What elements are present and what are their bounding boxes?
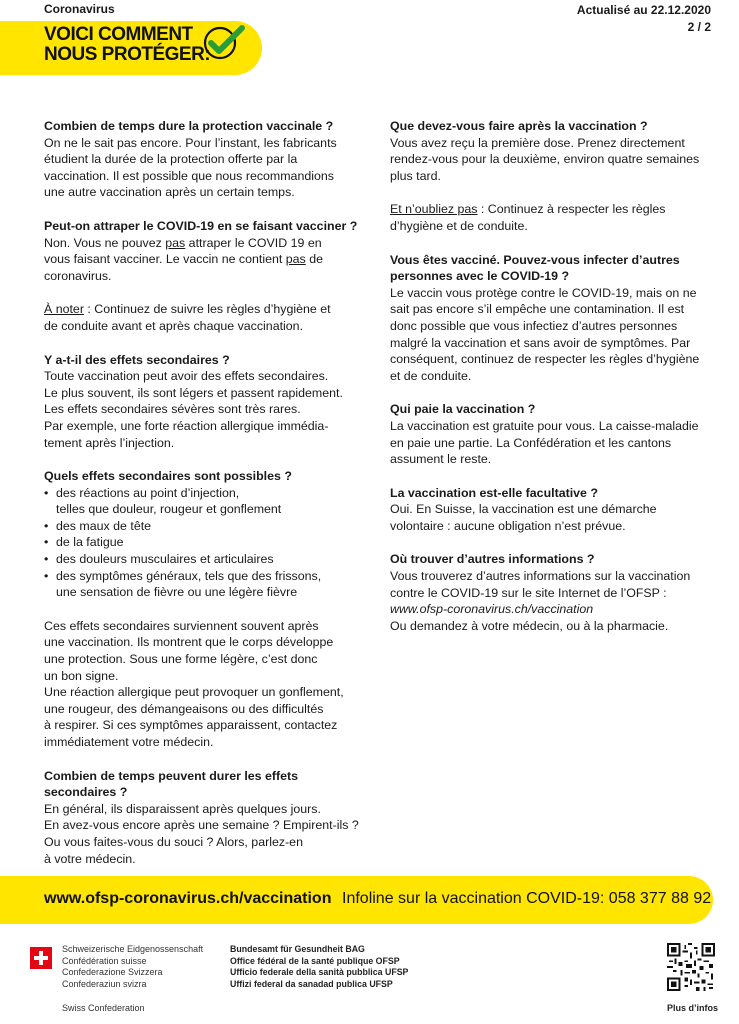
page-title <box>44 25 210 65</box>
question: Que devez-vous faire après la vaccination ? <box>390 119 648 133</box>
update-date: Actualisé au 22.12.2020 <box>576 3 711 17</box>
section-effects-explanation <box>44 618 364 751</box>
office-names <box>230 944 408 990</box>
page-number: 2 / 2 <box>687 20 711 34</box>
answer-line: donc possible que vous infectiez d’autres personnes <box>390 318 678 333</box>
paragraph-line: un bon signe. <box>44 668 119 683</box>
answer-line: Vous avez reçu la première dose. Prenez directement <box>390 135 685 150</box>
question: Peut-on attraper le COVID-19 en se faisant vacciner ? <box>44 218 358 233</box>
answer-line: Oui. En Suisse, la vaccination est une démarche <box>390 502 657 517</box>
answer-line: et de conduite. <box>390 368 472 383</box>
section-effects-duration <box>44 768 364 868</box>
answer-line: Ou vous faites-vous du souci ? Alors, parlez-en <box>44 834 303 849</box>
paragraph-line: une rougeur, des démangeaisons ou des difficultés <box>44 701 324 716</box>
question: Combien de temps dure la protection vaccinale ? <box>44 119 334 133</box>
note-line: de conduite avant et après chaque vaccination. <box>44 318 304 333</box>
swiss-cross-icon <box>30 947 52 969</box>
paragraph-line: à respirer. Si ces symptômes apparaissent, contactez <box>44 718 338 733</box>
answer-line: Le vaccin vous protège contre le COVID-19, mais on ne <box>390 285 697 300</box>
answer-line: sait pas encore s’il empêche une contamination. Il est <box>390 302 685 317</box>
list-item: • des symptômes généraux, tels que des frissons, une sensation de fièvre ou une légère fièvre <box>44 568 364 601</box>
confederation-name-it: Confederazione Svizzera <box>62 967 163 977</box>
note-line: À noter : Continuez de suivre les règles d’hygiène et <box>44 302 331 317</box>
office-name-rm: Uffizi federal da sanadad publica UFSP <box>230 978 393 989</box>
answer-line: vous faisant vacciner. Le vaccin ne contient pas de <box>44 252 323 267</box>
answer-line: En général, ils disparaissent après quelques jours. <box>44 801 321 816</box>
check-icon <box>202 25 246 61</box>
question: Vous êtes vacciné. Pouvez-vous infecter d’autres <box>390 252 680 267</box>
footer-banner <box>0 876 713 924</box>
section-label: Coronavirus <box>44 2 115 16</box>
office-name-fr: Office fédéral de la santé publique OFSP <box>230 955 400 966</box>
side-effects-list <box>44 485 364 601</box>
paragraph-line: immédiatement votre médecin. <box>44 735 214 749</box>
answer-line: conséquent, continuez de respecter les règles d’hygiène <box>390 352 700 367</box>
infoline-text: Infoline sur la vaccination COVID-19: 058 377 88 92 <box>342 890 712 907</box>
confederation-names <box>62 944 203 990</box>
paragraph-line: une vaccination. Ils montrent que le corps développe <box>44 635 334 650</box>
confederation-name-fr: Confédération suisse <box>62 955 147 966</box>
answer-line: Ou demandez à votre médecin, ou à la pharmacie. <box>390 618 669 633</box>
header <box>0 0 739 75</box>
question: La vaccination est-elle facultative ? <box>390 485 598 500</box>
section-side-effects <box>44 352 364 452</box>
section-after-vaccination <box>390 118 720 184</box>
website-link[interactable]: www.ofsp-coronavirus.ch/vaccination <box>390 602 594 617</box>
answer-line: malgré la vaccination et sans avoir de symptômes. Par <box>390 335 691 350</box>
section-reminder <box>390 201 720 234</box>
answer-line: Le plus souvent, ils sont légers et passent rapidement. <box>44 385 343 400</box>
answer-line: Vous trouverez d’autres informations sur la vaccination <box>390 569 691 584</box>
title-line-2: NOUS PROTÉGER: <box>44 44 211 65</box>
paragraph-line: une protection. Sous une forme légère, c’est donc <box>44 652 318 667</box>
section-infect-others <box>390 252 720 385</box>
question: secondaires ? <box>44 785 128 800</box>
list-item: • des maux de tête <box>44 518 364 535</box>
section-more-info <box>390 551 720 634</box>
qr-code-icon[interactable] <box>667 943 715 991</box>
footer-url-link[interactable]: www.ofsp-coronavirus.ch/vaccination <box>44 890 332 907</box>
question: personnes avec le COVID-19 ? <box>390 269 570 284</box>
title-banner <box>0 21 262 75</box>
answer-line: On ne le sait pas encore. Pour l’instant, les fabricants <box>44 135 337 150</box>
answer-line: assument le reste. <box>390 452 492 467</box>
question: Qui paie la vaccination ? <box>390 402 536 417</box>
answer-line: coronavirus. <box>44 268 112 283</box>
answer-line: La vaccination est gratuite pour vous. La caisse-maladie <box>390 418 699 433</box>
answer-line: Les effets secondaires sévères sont très rares. <box>44 402 301 417</box>
answer-line: en paie une partie. La Confédération et les cantons <box>390 435 672 450</box>
confederation-name-en: Swiss Confederation <box>62 1003 145 1013</box>
note-line: d’hygiène et de conduite. <box>390 218 528 233</box>
section-protection-duration <box>44 118 364 201</box>
answer-line: volontaire : aucune obligation n’est prévue. <box>390 518 626 533</box>
paragraph-line: Une réaction allergique peut provoquer un gonflement, <box>44 685 344 700</box>
question: Quels effets secondaires sont possibles ? <box>44 469 292 484</box>
title-line-1: VOICI COMMENT <box>44 24 193 45</box>
answer-line: Par exemple, une forte réaction allergique immédia- <box>44 418 329 433</box>
office-name-de: Bundesamt für Gesundheit BAG <box>230 944 365 954</box>
answer-line: En avez-vous encore après une semaine ? Empirent-ils ? <box>44 818 359 833</box>
question: Y a-t-il des effets secondaires ? <box>44 352 230 367</box>
note-line: Et n’oubliez pas : Continuez à respecter les règles <box>390 202 666 217</box>
section-optional <box>390 485 720 535</box>
list-item: • des douleurs musculaires et articulaires <box>44 551 364 568</box>
list-item: • de la fatigue <box>44 534 364 551</box>
section-possible-effects <box>44 468 364 601</box>
answer-line: à votre médecin. <box>44 851 136 866</box>
left-column <box>44 118 364 884</box>
right-column <box>390 118 720 651</box>
paragraph-line: Ces effets secondaires surviennent souvent après <box>44 618 319 633</box>
section-catch-covid <box>44 218 364 284</box>
answer-line: étudient la durée de la protection offerte par la <box>44 152 298 167</box>
date-and-page <box>577 2 711 36</box>
answer-line: contre le COVID-19 sur le site Internet de l’OFSP : <box>390 585 667 600</box>
confederation-name-rm: Confederaziun svizra <box>62 978 147 989</box>
list-item: • des réactions au point d’injection, telles que douleur, rougeur et gonflement <box>44 485 364 518</box>
answer-line: Non. Vous ne pouvez pas attraper le COVID 19 en <box>44 235 322 250</box>
section-note <box>44 301 364 334</box>
answer-line: rendez-vous pour la deuxième, environ quatre semaines <box>390 152 700 167</box>
answer-line: une autre vaccination après un certain temps. <box>44 185 295 200</box>
question: Combien de temps peuvent durer les effets <box>44 768 299 783</box>
question: Où trouver d’autres informations ? <box>390 552 595 567</box>
section-who-pays <box>390 401 720 467</box>
answer-line: Toute vaccination peut avoir des effets secondaires. <box>44 369 329 384</box>
answer-line: vaccination. Il est possible que nous recommandions <box>44 168 334 183</box>
answer-line: tement après l’injection. <box>44 435 175 450</box>
office-name-it: Ufficio federale della sanità pubblica UFSP <box>230 967 409 977</box>
answer-line: plus tard. <box>390 168 441 183</box>
confederation-name-de: Schweizerische Eidgenossenschaft <box>62 944 204 954</box>
qr-code-label: Plus d’infos <box>667 1003 719 1013</box>
